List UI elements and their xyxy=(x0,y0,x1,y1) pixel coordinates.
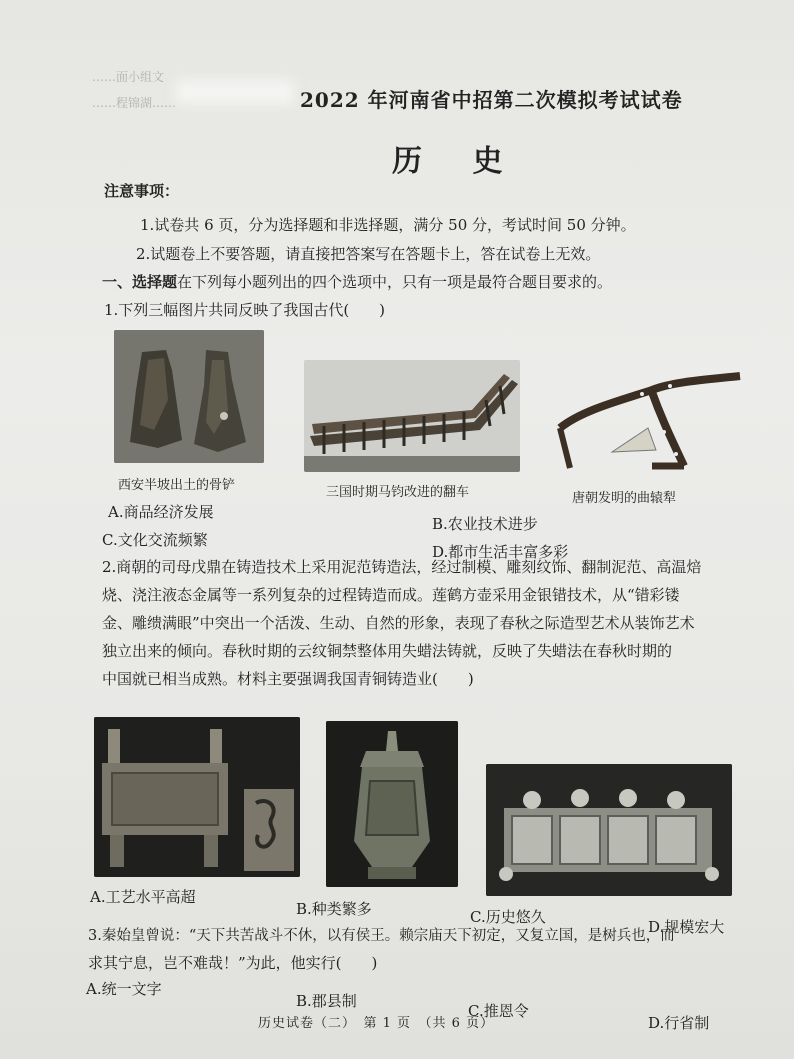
q2-line: 烧、浇注液态金属等一系列复杂的过程铸造而成。莲鹤方壶采用金银错技术，从“错彩镂 xyxy=(102,586,680,604)
q3-line: 求其宁息，岂不难哉！”为此，他实行( ) xyxy=(88,954,378,972)
q1-option-a[interactable]: A.商品经济发展 xyxy=(108,503,214,521)
note-item: 1.试卷共 6 页，分为选择题和非选择题，满分 50 分，考试时间 50 分钟。 xyxy=(140,216,636,234)
q1-option-c[interactable]: C.文化交流频繁 xyxy=(102,531,208,549)
q1-caption-1: 西安半坡出土的骨铲 xyxy=(118,478,236,493)
note-item: 2.试题卷上不要答题，请直接把答案写在答题卡上，答在试卷上无效。 xyxy=(136,245,601,263)
margin-text-2: ……程锦湖…… xyxy=(92,96,177,110)
photo-bronze-jin xyxy=(486,764,732,896)
q2-option-a[interactable]: A.工艺水平高超 xyxy=(90,888,196,906)
q2-line: 中国就已相当成熟。材料主要强调我国青铜铸造业( ) xyxy=(102,670,474,688)
q3-option-b[interactable]: B.郡县制 xyxy=(296,992,357,1010)
photo-chain-pump xyxy=(304,360,520,472)
section-text: 在下列每小题列出的四个选项中，只有一项是最符合题目要求的。 xyxy=(177,273,613,291)
q2-option-d[interactable]: D.规模宏大 xyxy=(648,918,725,936)
notes-heading: 注意事项： xyxy=(104,182,180,200)
q3-line: 3.秦始皇曾说：“天下共苦战斗不休，以有侯王。赖宗庙天下初定，又复立国，是树兵也，而 xyxy=(88,928,675,944)
section-heading xyxy=(102,271,612,292)
photo-simuwu-ding xyxy=(94,717,300,877)
q1-option-b[interactable]: B.农业技术进步 xyxy=(432,515,538,533)
q2-line: 独立出来的倾向。春秋时期的云纹铜禁整体用失蜡法铸就，反映了失蜡法在春秋时期的 xyxy=(102,642,673,660)
q2-option-b[interactable]: B.种类繁多 xyxy=(296,900,372,918)
q1-caption-3: 唐朝发明的曲辕犁 xyxy=(572,491,677,506)
q1-caption-2: 三国时期马钧改进的翻车 xyxy=(326,485,470,500)
photo-curved-plough xyxy=(552,370,744,474)
q2-option-c[interactable]: C.历史悠久 xyxy=(470,908,546,926)
blurred-region xyxy=(176,80,294,104)
margin-text-1: ……面小组文 xyxy=(92,70,165,84)
q3-option-d[interactable]: D.行省制 xyxy=(648,1014,710,1032)
q1-stem: 1.下列三幅图片共同反映了我国古代( ) xyxy=(104,301,386,319)
photo-lotus-crane-pot xyxy=(326,721,458,887)
section-label: 一、选择题 xyxy=(102,273,178,291)
page-footer: 历史试卷（二） 第 1 页 （共 6 页） xyxy=(258,1016,495,1031)
q2-line: 2.商朝的司母戊鼎在铸造技术上采用泥范铸造法，经过制模、雕刻纹饰、翻制泥范、高温焙 xyxy=(102,558,702,576)
q1-option-d[interactable]: D.都市生活丰富多彩 xyxy=(432,543,569,561)
subject-title: 历 史 xyxy=(392,144,523,179)
photo-bone-shovel xyxy=(114,330,264,463)
exam-title: 2022 年河南省中招第二次模拟考试试卷 xyxy=(300,88,683,112)
q3-option-a[interactable]: A.统一文字 xyxy=(86,980,162,998)
q3-option-c[interactable]: C.推恩令 xyxy=(468,1002,529,1020)
q2-line: 金、雕缋满眼”中突出一个活泼、生动、自然的形象，表现了春秋之际造型艺术从装饰艺术 xyxy=(102,614,695,632)
